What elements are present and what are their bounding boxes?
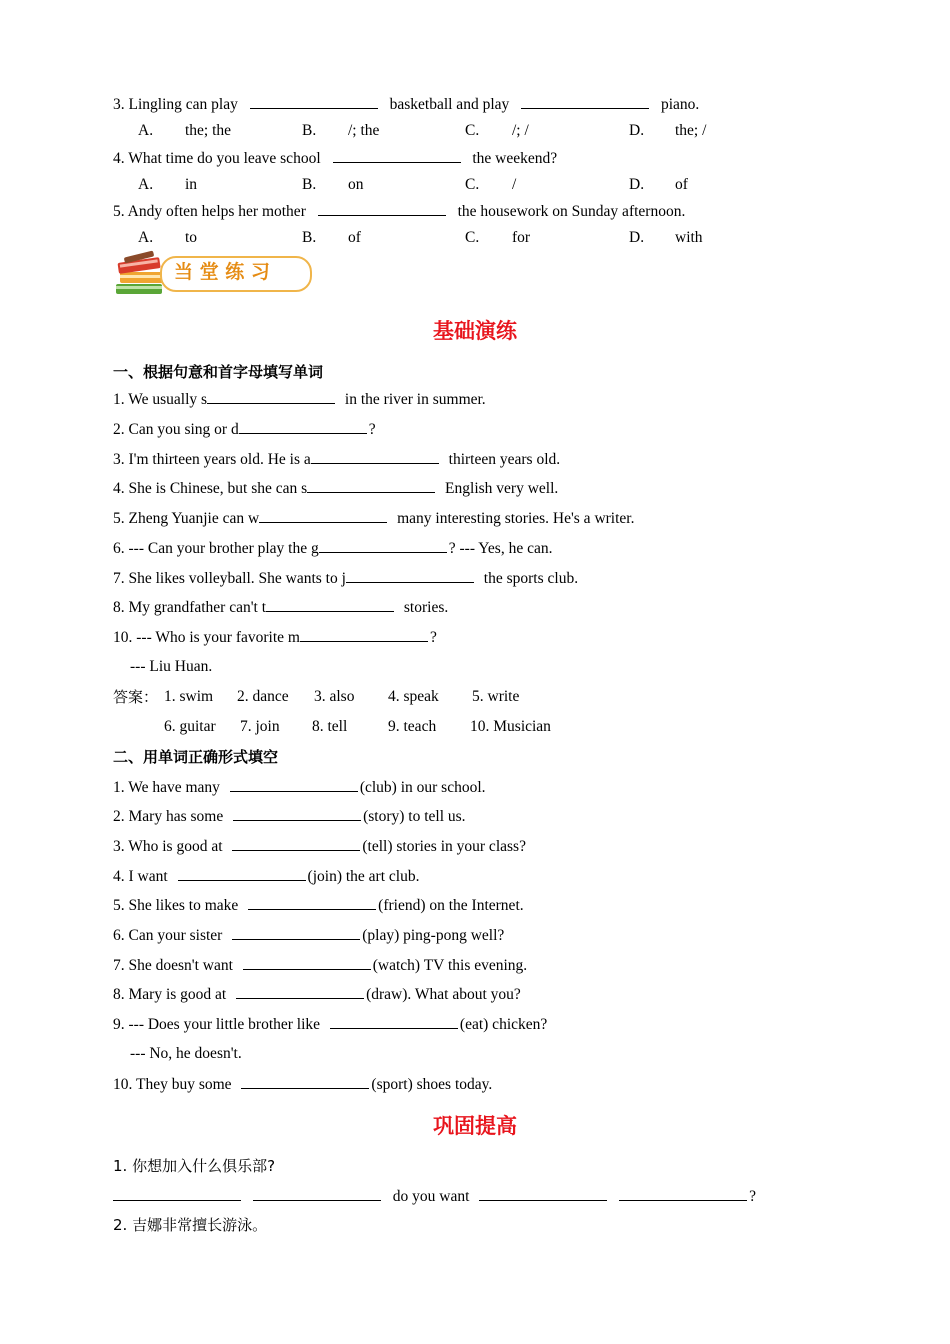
option-label: D.: [629, 122, 645, 139]
answer-blank[interactable]: [178, 866, 306, 881]
item-text: 7. She likes volleyball. She wants to j: [113, 570, 346, 587]
answer-blank[interactable]: [346, 568, 474, 583]
part2-heading: 二、用单词正确形式填空: [113, 748, 279, 766]
item-text: (play) ping-pong well?: [362, 927, 505, 944]
item-text: (club) in our school.: [359, 779, 486, 796]
question-text: the housework on Sunday afternoon.: [457, 203, 686, 220]
answer-blank[interactable]: [232, 925, 360, 940]
item-text: 5. She likes to make: [113, 897, 239, 914]
part1-heading: 一、根据句意和首字母填写单词: [113, 363, 324, 381]
answer-blank[interactable]: [239, 419, 367, 434]
item-text: the sports club.: [483, 570, 579, 587]
item-text: 4. I want: [113, 868, 168, 885]
option-label: D.: [629, 176, 645, 193]
dialogue-reply: --- No, he doesn't.: [130, 1045, 242, 1062]
item-text: 6. Can your sister: [113, 927, 223, 944]
item-text: (watch) TV this evening.: [372, 957, 528, 974]
fill-item: [113, 508, 634, 529]
item-text: 3. Who is good at: [113, 838, 223, 855]
answer-item: 4. speak: [388, 688, 439, 705]
item-text: (tell) stories in your class?: [362, 838, 526, 855]
answer-item: 1. swim: [164, 688, 214, 705]
item-text: in the river in summer.: [344, 391, 486, 408]
option-text[interactable]: on: [348, 176, 364, 193]
item-text: 4. She is Chinese, but she can s: [113, 480, 308, 497]
question-text: the weekend?: [472, 150, 558, 167]
item-text: (sport) shoes today.: [371, 1076, 493, 1093]
item-text: 1. We usually s: [113, 391, 208, 408]
answer-blank[interactable]: [311, 449, 439, 464]
fill-item: [113, 478, 558, 499]
item-text: 1. We have many: [113, 779, 220, 796]
answer-blank[interactable]: [266, 597, 394, 612]
question-text: 5. Andy often helps her mother: [113, 203, 306, 220]
option-text[interactable]: the; the: [185, 122, 232, 139]
item-text: thirteen years old.: [448, 451, 561, 468]
answer-blank[interactable]: [233, 806, 361, 821]
item-text: (friend) on the Internet.: [378, 897, 524, 914]
option-label: D.: [629, 229, 645, 246]
fill-item: [113, 1074, 492, 1095]
option-text[interactable]: of: [675, 176, 688, 193]
answer-item: 10. Musician: [470, 718, 551, 735]
answer-blank[interactable]: [250, 94, 378, 109]
answer-blank[interactable]: [236, 984, 364, 999]
item-text: 10. --- Who is your favorite m: [113, 629, 300, 646]
option-text[interactable]: of: [348, 229, 361, 246]
option-text[interactable]: the; /: [675, 122, 707, 139]
item-text: stories.: [403, 599, 449, 616]
item-text: 8. Mary is good at: [113, 986, 227, 1003]
answer-blank[interactable]: [243, 955, 371, 970]
answer-blank[interactable]: [319, 538, 447, 553]
dialogue-reply: --- Liu Huan.: [130, 658, 213, 675]
fill-item: [113, 806, 466, 827]
answer-blank[interactable]: [521, 94, 649, 109]
question-text: 3. Lingling can play: [113, 96, 238, 113]
answer-item: 7. join: [240, 718, 280, 735]
answer-blank[interactable]: [207, 389, 335, 404]
item-text: (eat) chicken?: [459, 1016, 548, 1033]
fill-item: [113, 568, 578, 589]
item-text: do you want: [392, 1188, 470, 1205]
practice-banner: [112, 250, 312, 300]
option-label: B.: [302, 122, 317, 139]
option-label: C.: [465, 122, 480, 139]
question-text: basketball and play: [389, 96, 510, 113]
item-text: 6. --- Can your brother play the g: [113, 540, 319, 557]
item-text: 8. My grandfather can't t: [113, 599, 267, 616]
item-text: 2. Mary has some: [113, 808, 224, 825]
fill-item: [113, 984, 521, 1005]
option-label: A.: [138, 122, 154, 139]
option-label: C.: [465, 176, 480, 193]
answer-blank[interactable]: [113, 1186, 241, 1201]
question-text: 4. What time do you leave school: [113, 150, 321, 167]
option-text[interactable]: in: [185, 176, 198, 193]
option-label: A.: [138, 176, 154, 193]
answer-blank[interactable]: [333, 148, 461, 163]
answer-item: 9. teach: [388, 718, 437, 735]
translation-question: 2. 吉娜非常擅长游泳。: [113, 1216, 268, 1234]
answer-blank[interactable]: [259, 508, 387, 523]
option-label: B.: [302, 176, 317, 193]
item-text: 9. --- Does your little brother like: [113, 1016, 321, 1033]
translation-question: 1. 你想加入什么俱乐部?: [113, 1157, 276, 1175]
answer-blank[interactable]: [232, 836, 360, 851]
answer-blank[interactable]: [318, 201, 446, 216]
fill-item: [113, 1014, 547, 1035]
fill-item: [113, 597, 448, 618]
answer-item: 3. also: [314, 688, 355, 705]
option-text[interactable]: for: [512, 229, 531, 246]
item-text: ?: [429, 629, 437, 646]
fill-item: [113, 866, 419, 887]
answer-blank[interactable]: [307, 478, 435, 493]
answer-item: 8. tell: [312, 718, 348, 735]
answer-blank[interactable]: [300, 627, 428, 642]
banner-label: 当 堂 练 习: [174, 261, 270, 283]
fill-item: [113, 627, 437, 648]
item-text: ?: [368, 421, 376, 438]
item-text: English very well.: [445, 480, 559, 497]
item-text: 2. Can you sing or d: [113, 421, 239, 438]
item-text: (story) to tell us.: [363, 808, 466, 825]
fill-item: [113, 925, 504, 946]
item-text: (join) the art club.: [307, 868, 420, 885]
answer-label: 答案：: [113, 688, 159, 706]
answer-blank[interactable]: [248, 895, 376, 910]
answer-blank[interactable]: [619, 1186, 747, 1201]
answer-blank[interactable]: [230, 777, 358, 792]
fill-item: [113, 419, 376, 440]
option-label: B.: [302, 229, 317, 246]
item-text: (draw). What about you?: [366, 986, 521, 1003]
fill-item: [113, 389, 486, 410]
translation-answer-line: [113, 1186, 756, 1207]
answer-item: 2. dance: [237, 688, 289, 705]
answer-item: 5. write: [472, 688, 520, 705]
option-text[interactable]: /: [512, 176, 517, 193]
fill-item: [113, 836, 526, 857]
answer-blank[interactable]: [479, 1186, 607, 1201]
option-text[interactable]: /; the: [348, 122, 380, 139]
answer-blank[interactable]: [253, 1186, 381, 1201]
item-text: 5. Zheng Yuanjie can w: [113, 510, 260, 527]
option-text[interactable]: to: [185, 229, 198, 246]
option-text[interactable]: /; /: [512, 122, 529, 139]
item-text: 10. They buy some: [113, 1076, 232, 1093]
item-text: ?: [749, 1188, 757, 1205]
fill-item: [113, 895, 524, 916]
option-text[interactable]: with: [675, 229, 703, 246]
section-title-basic: 基础演练: [433, 319, 517, 343]
fill-item: [113, 449, 560, 470]
answer-blank[interactable]: [241, 1074, 369, 1089]
item-text: many interesting stories. He's a writer.: [397, 510, 635, 527]
answer-blank[interactable]: [330, 1014, 458, 1029]
item-text: 7. She doesn't want: [113, 957, 233, 974]
section-title-consolidate: 巩固提高: [433, 1114, 517, 1138]
answer-item: 6. guitar: [164, 718, 216, 735]
option-label: A.: [138, 229, 154, 246]
fill-item: [113, 955, 527, 976]
question-text: piano.: [661, 96, 700, 113]
item-text: 3. I'm thirteen years old. He is a: [113, 451, 311, 468]
fill-item: [113, 538, 552, 559]
option-label: C.: [465, 229, 480, 246]
fill-item: [113, 777, 486, 798]
item-text: ? --- Yes, he can.: [448, 540, 553, 557]
